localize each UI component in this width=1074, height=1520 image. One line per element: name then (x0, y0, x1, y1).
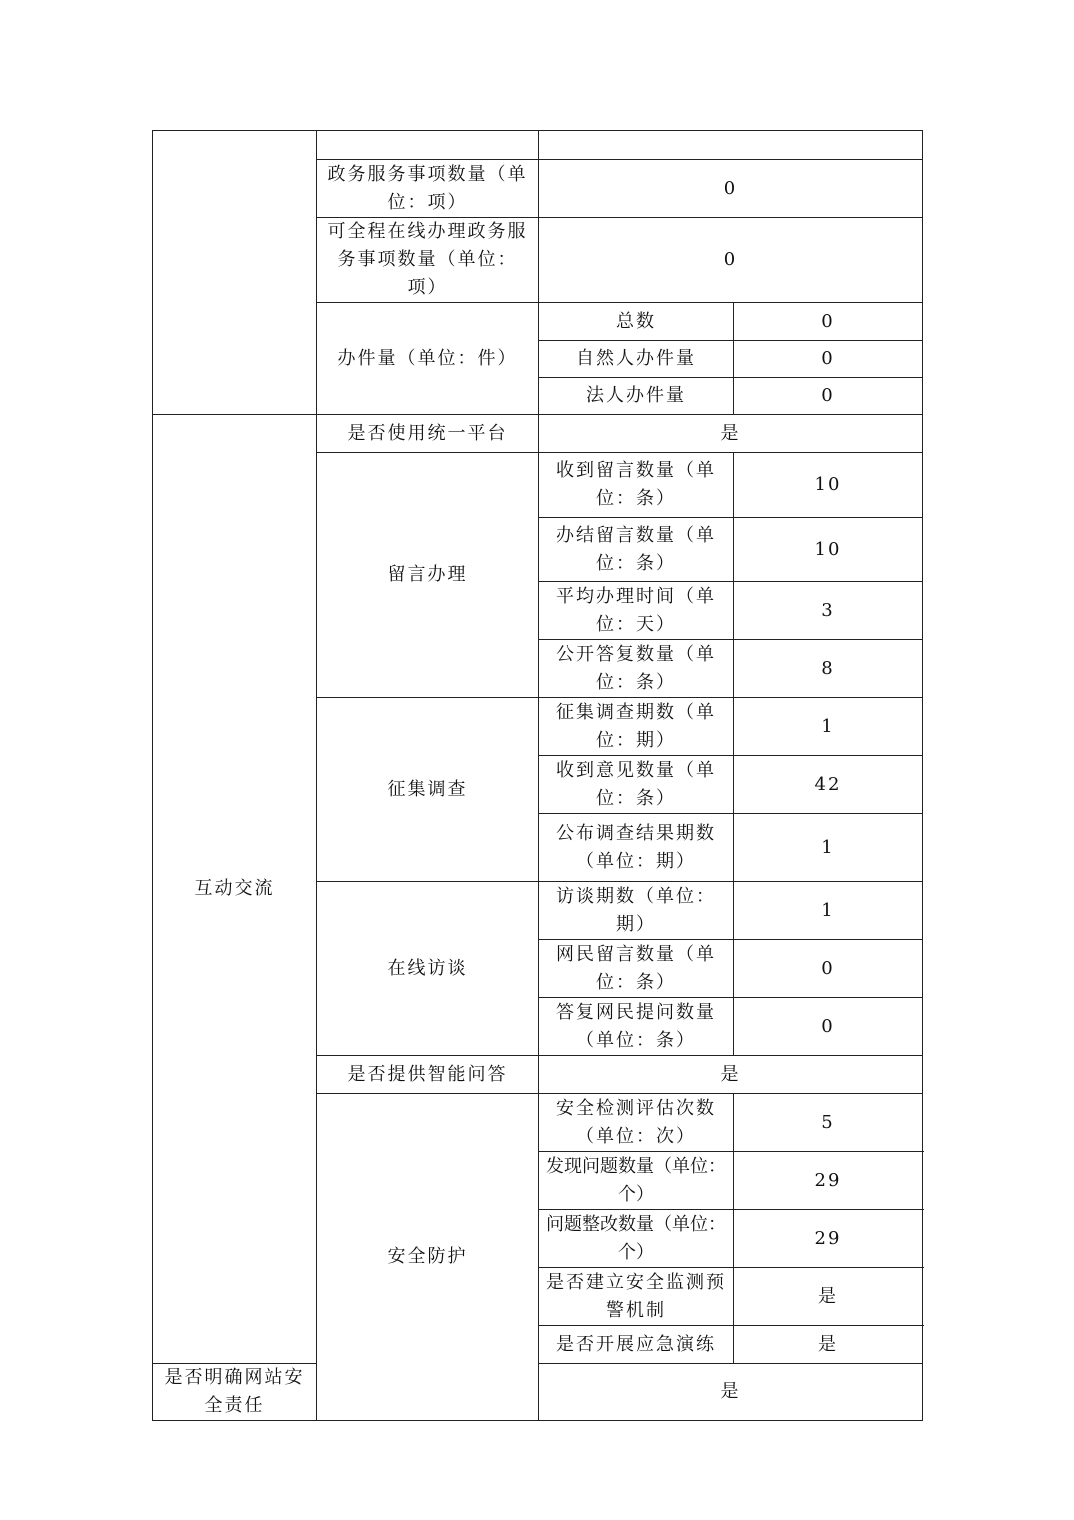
monitoring-value: 是 (734, 1268, 923, 1326)
survey-opinions-value: 42 (734, 756, 923, 814)
interview-periods-value: 1 (734, 882, 923, 940)
messages-label: 留言办理 (317, 453, 539, 698)
survey-label: 征集调查 (317, 698, 539, 882)
online-items-value: 0 (539, 218, 923, 303)
messages-resolved-value: 10 (734, 518, 923, 582)
volume-label: 办件量（单位：件） (317, 303, 539, 415)
interview-netizen-msgs-value: 0 (734, 940, 923, 998)
interview-netizen-msgs-label: 网民留言数量（单位：条） (539, 940, 734, 998)
interview-label: 在线访谈 (317, 882, 539, 1056)
survey-opinions-label: 收到意见数量（单位：条） (539, 756, 734, 814)
online-items-label: 可全程在线办理政务服务事项数量（单位：项） (317, 218, 539, 303)
messages-received-value: 10 (734, 453, 923, 518)
assessments-label: 安全检测评估次数（单位：次） (539, 1094, 734, 1152)
issues-fixed-label: 问题整改数量（单位：个） (539, 1210, 734, 1268)
survey-periods-label: 征集调查期数（单位：期） (539, 698, 734, 756)
blank-cell (317, 131, 539, 160)
interview-replies-label: 答复网民提问数量（单位：条） (539, 998, 734, 1056)
survey-results-label: 公布调查结果期数（单位：期） (539, 814, 734, 882)
blank-cell (539, 131, 923, 160)
report-table (152, 130, 923, 1421)
messages-resolved-label: 办结留言数量（单位：条） (539, 518, 734, 582)
survey-results-value: 1 (734, 814, 923, 882)
messages-public-reply-label: 公开答复数量（单位：条） (539, 640, 734, 698)
messages-avg-time-label: 平均办理时间（单位：天） (539, 582, 734, 640)
smart-qa-value: 是 (539, 1056, 923, 1094)
security-section-label: 安全防护 (317, 1094, 539, 1421)
responsibility-value: 是 (539, 1364, 923, 1421)
volume-total-label: 总数 (539, 303, 734, 341)
assessments-value: 5 (734, 1094, 923, 1152)
issues-fixed-value: 29 (734, 1210, 923, 1268)
volume-legal-label: 法人办件量 (539, 378, 734, 415)
service-section-cell (153, 131, 317, 415)
items-count-label: 政务服务事项数量（单位：项） (317, 160, 539, 218)
volume-total-value: 0 (734, 303, 923, 341)
drills-value: 是 (734, 1326, 923, 1364)
responsibility-label: 是否明确网站安全责任 (153, 1364, 317, 1421)
unified-platform-value: 是 (539, 415, 923, 453)
interaction-section-label: 互动交流 (153, 415, 317, 1364)
monitoring-label: 是否建立安全监测预警机制 (539, 1268, 734, 1326)
interview-replies-value: 0 (734, 998, 923, 1056)
messages-avg-time-value: 3 (734, 582, 923, 640)
volume-natural-label: 自然人办件量 (539, 341, 734, 378)
messages-received-label: 收到留言数量（单位：条） (539, 453, 734, 518)
issues-found-label: 发现问题数量（单位：个） (539, 1152, 734, 1210)
interview-periods-label: 访谈期数（单位：期） (539, 882, 734, 940)
volume-natural-value: 0 (734, 341, 923, 378)
volume-legal-value: 0 (734, 378, 923, 415)
unified-platform-label: 是否使用统一平台 (317, 415, 539, 453)
drills-label: 是否开展应急演练 (539, 1326, 734, 1364)
items-count-value: 0 (539, 160, 923, 218)
issues-found-value: 29 (734, 1152, 923, 1210)
survey-periods-value: 1 (734, 698, 923, 756)
smart-qa-label: 是否提供智能问答 (317, 1056, 539, 1094)
messages-public-reply-value: 8 (734, 640, 923, 698)
